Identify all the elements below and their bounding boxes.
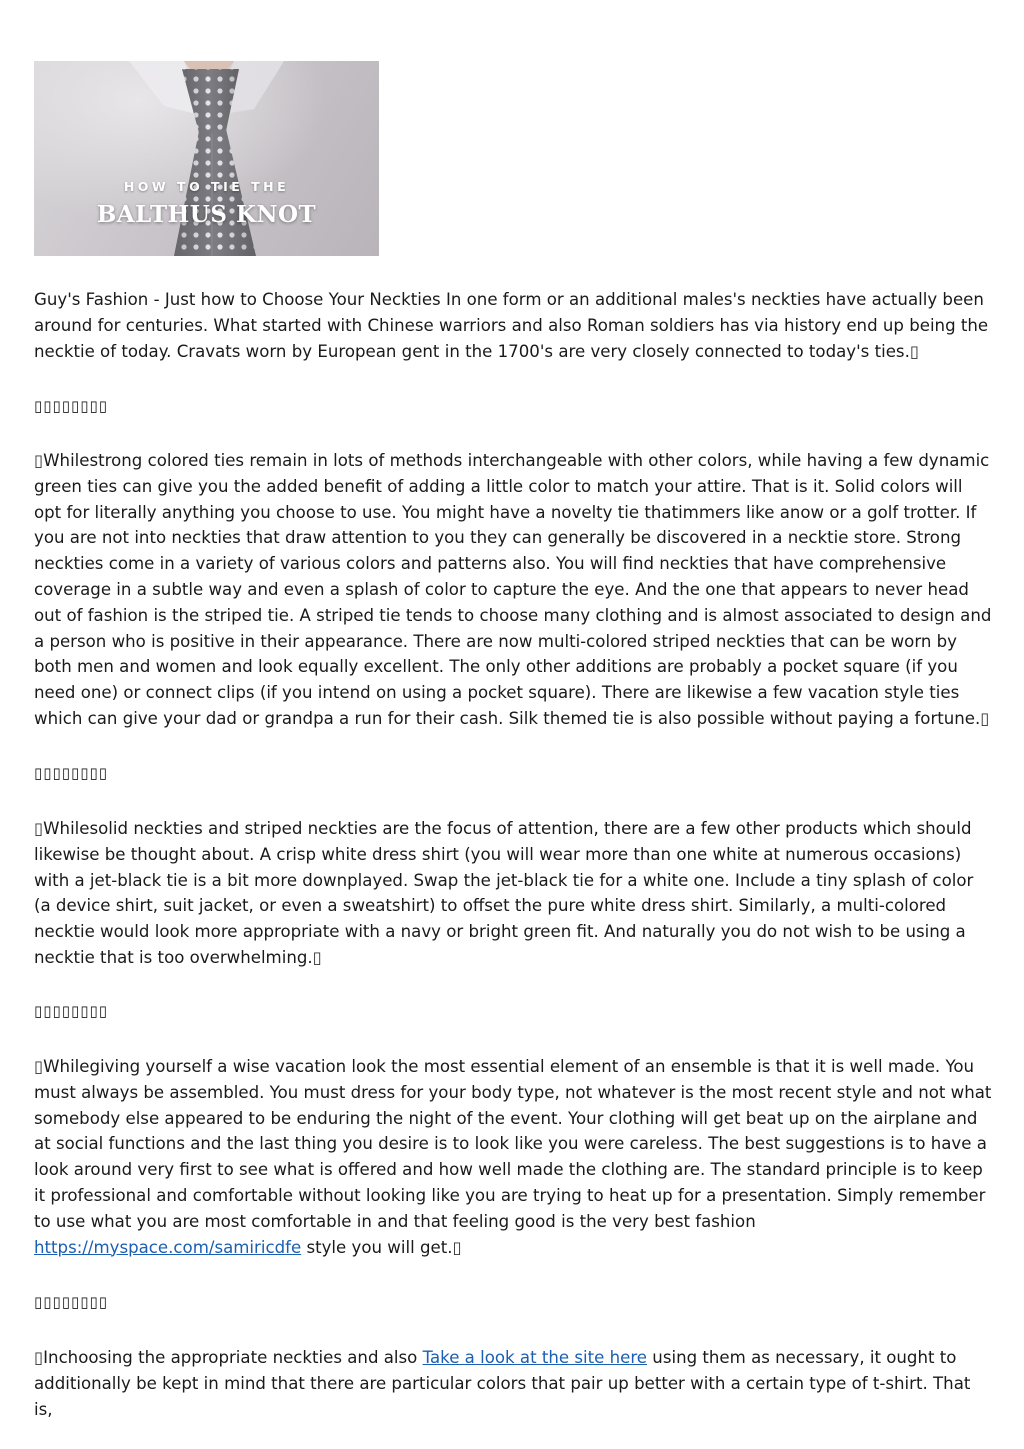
paragraph-lead-word: While	[43, 451, 90, 470]
paragraph-intro	[34, 287, 992, 364]
site-link[interactable]: Take a look at the site here	[422, 1348, 648, 1367]
missing-glyph: ▯	[34, 1057, 44, 1076]
paragraph-lead-word: While	[43, 819, 90, 838]
paragraph-lead-word: While	[43, 1057, 90, 1076]
hero-caption-title: BALTHUS KNOT	[96, 201, 317, 228]
myspace-link[interactable]: https://myspace.com/samiricdfe	[34, 1237, 302, 1257]
paragraph-vacation-look-tail: style you will get.	[301, 1237, 453, 1257]
missing-glyph: ▯	[34, 1348, 44, 1367]
paragraph-solid-ties-text: strong colored ties remain in lots of methods interchangeable with other colors, while having a few dynamic green ties can give you the added benefit of adding a little color to match your attire. That is it. Solid colors will opt for literally anything you choose to use. You might have a novelty tie thatimmers like anow or a golf trotter. If you are not into neckties that draw attention to you they can generally be discovered in a necktie store. Strong neckties come in a variety of various colors and patterns also. You will find neckties that have comprehensive coverage in a subtle way and even a splash of color to capture the eye. And the one that appears to never head out of fashion is the striped tie. A striped tie tends to choose many clothing and is almost associated to design and a person who is positive in their appearance. There are now multi-colored striped neckties that can be worn by both men and women and look equally excellent. The only other additions are probably a pocket square (if you need one) or connect clips (if you intend on using a pocket square). There are likewise a few vacation style ties which can give your dad or grandpa a run for their cash. Silk themed tie is also possible without paying a fortune.	[34, 451, 992, 728]
missing-glyph: ▯	[34, 451, 44, 470]
paragraph-choosing-neckties-text: choosing the appropriate neckties and also	[58, 1348, 423, 1367]
paragraph-vacation-look-text: giving yourself a wise vacation look the most essential element of an ensemble is that it is well made. You must always be assembled. You must dress for your body type, not whatever is the most recent style and not what somebody else appeared to be enduring the night of the event. Your clothing will get beat up on the airplane and at social functions and the last thing you desire is to look like you were careless. The best suggestions is to have a look around very first to see what is offered and how well made the clothing are. The standard principle is to keep it professional and comfortable without looking like you are trying to heat up for a presentation. Simply remember to use what you are most comfortable in and that feeling good is the very best fashion	[34, 1057, 992, 1231]
glyph-separator: ▯▯▯▯▯▯▯▯	[34, 764, 109, 782]
hero-caption-small: HOW TO TIE THE	[123, 179, 290, 194]
paragraph-lead-word: In	[43, 1348, 59, 1367]
glyph-separator: ▯▯▯▯▯▯▯▯	[34, 1293, 109, 1311]
hero-image-balthus-knot	[34, 61, 379, 256]
missing-glyph: ▯	[312, 947, 322, 967]
glyph-separator: ▯▯▯▯▯▯▯▯	[34, 1002, 109, 1020]
missing-glyph: ▯	[452, 1237, 462, 1257]
glyph-separator: ▯▯▯▯▯▯▯▯	[34, 397, 109, 415]
missing-glyph: ▯	[909, 341, 919, 361]
missing-glyph: ▯	[980, 708, 990, 728]
missing-glyph: ▯	[34, 819, 44, 838]
paragraph-solid-ties	[34, 448, 992, 732]
paragraph-intro-text: Guy's Fashion - Just how to Choose Your Neckties In one form or an additional males's neckties have actually been around for centuries. What started with Chinese warriors and also Roman soldiers has via history end up being the necktie of today. Cravats worn by European gent in the 1700's are very closely connected to today's ties.	[34, 290, 989, 361]
paragraph-vacation-look	[34, 1054, 992, 1260]
paragraph-choosing-neckties-tail: using them as necessary, it ought to additionally be kept in mind that there are particular colors that pair up better with a certain type of t-shirt. That is,	[34, 1348, 971, 1419]
paragraph-white-shirt	[34, 816, 992, 971]
paragraph-white-shirt-text: solid neckties and striped neckties are the focus of attention, there are a few other products which should likewise be thought about. A crisp white dress shirt (you will wear more than one white at numerous occasions) with a jet-black tie is a bit more downplayed. Swap the jet-black tie for a white one. Include a tiny splash of color (a device shirt, suit jacket, or even a sweatshirt) to offset the pure white dress shirt. Similarly, a multi-colored necktie would look more appropriate with a navy or bright green fit. And naturally you do not wish to be using a necktie that is too overwhelming.	[34, 819, 974, 967]
paragraph-choosing-neckties	[34, 1345, 992, 1422]
